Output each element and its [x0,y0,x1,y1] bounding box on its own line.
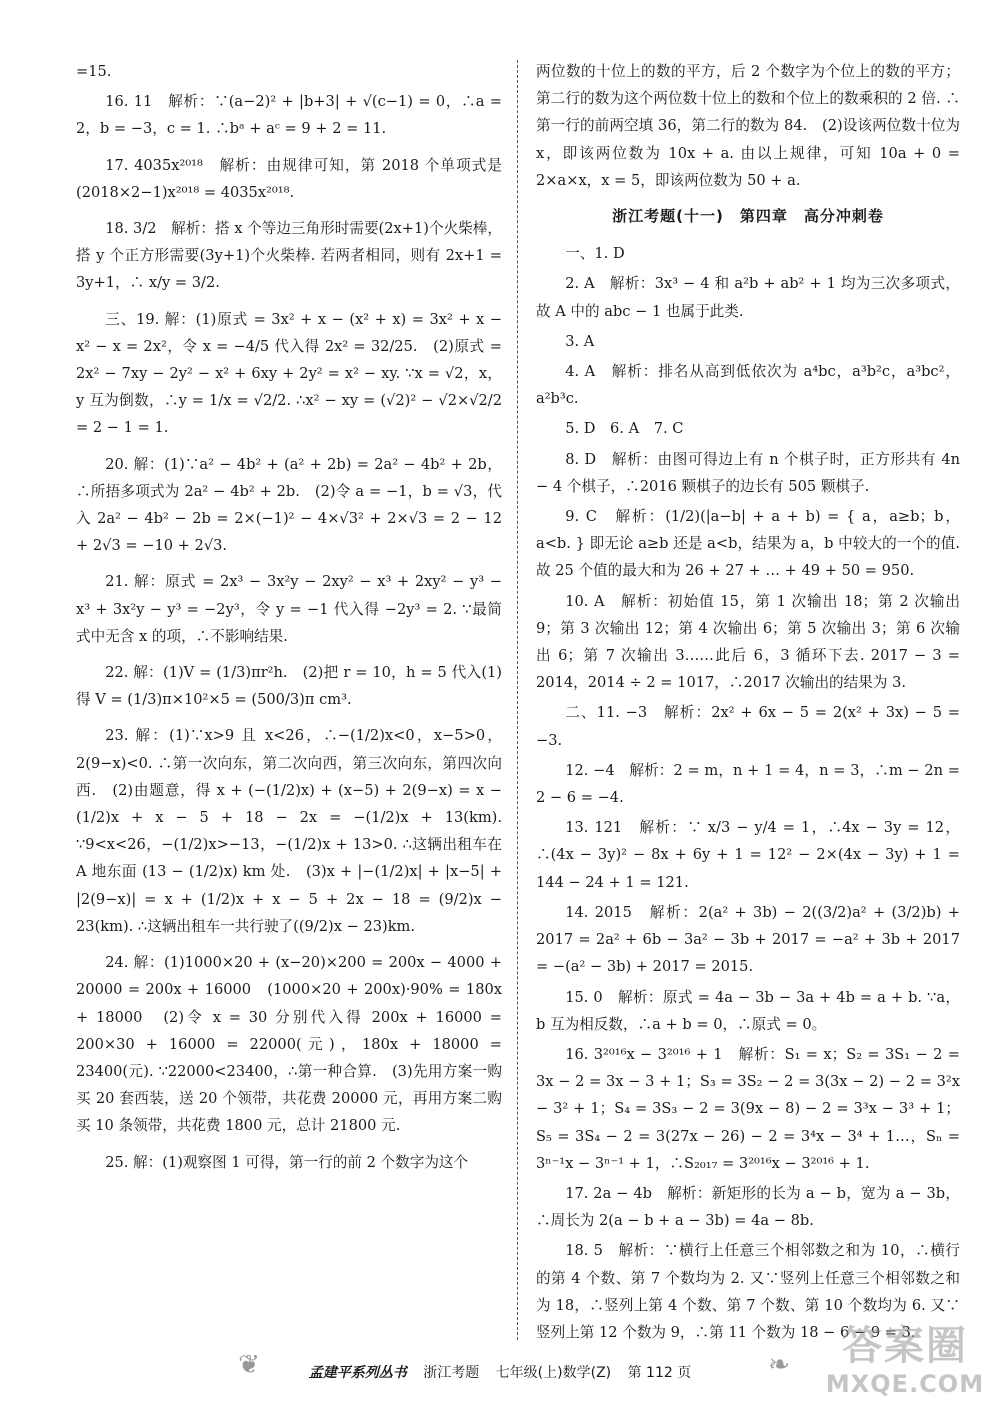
column-divider [517,60,518,1340]
answer-17: 17. 4035x²⁰¹⁸ 解析：由规律可知，第 2018 个单项式是 (2018×2−1)x²⁰¹⁸ = 4035x²⁰¹⁸. [76,156,502,201]
answer-3: 3. A [565,332,595,350]
answer-17-right: 17. 2a − 4b 解析：新矩形的长为 a − b，宽为 a − 3b，∴周长为 2(a − b + a − 3b) = 4a − 8b. [536,1184,960,1230]
answer-18: 18. 3/2 解析：搭 x 个等边三角形时需要(2x+1)个火柴棒，搭 y 个正方形需要(3y+1)个火柴棒. 若两者相同，则有 2x+1 = 3y+1，∴ x/y = 3/2. [76,220,502,292]
watermark-bottom: MXQE.COM [825,1370,985,1398]
answer-9: 9. C 解析：(1/2)(|a−b| + a + b) = { a，a≥b；b，a<b. } 即无论 a≥b 还是 a<b，结果为 a，b 中较大的一个的值. 故 25 个值的最大和为 26 + 27 + … + 49 + 50 = 950. [536,508,960,580]
footer-page-number: 第 112 页 [627,1365,692,1381]
watermark-top: 答案圈 [842,1323,968,1369]
answer-1: 一、1. D [565,245,625,263]
answer-24: 24. 解：(1)1000×20 + (x−20)×200 = 200x − 4000 + 20000 = 200x + 16000 (1000×20 + 200x)·90% = 180x + 18000 (2)令 x = 30 分别代入得 200x + 16000 = 200×30 + 16000 = 22000(元)，180x + 18000 = 23400(元). ∵22000<23400，∴第一种合算. (3)先用方案一购买 20 套西装，送 20 个领带，共花费 20000 元，再用方案二购买 10 条领带，共花费 1800 元，总计 21800 元. [76,954,502,1135]
answer-14: 14. 2015 解析：2(a² + 3b) − 2((3/2)a² + (3/2)b) + 2017 = 2a² + 6b − 3a² − 3b + 2017 = −a² + 3b + 2017 = −(a² − 3b) + 2017 = 2015. [536,903,960,976]
footer-series: 孟建平系列丛书 [308,1365,407,1381]
answer-10: 10. A 解析：初始值 15，第 1 次输出 18；第 2 次输出 9；第 3 次输出 12；第 4 次输出 6；第 5 次输出 3；第 6 次输出 6；第 7 次输出 3……此后 6，3 循环下去. 2017 − 3 = 2014，2014 ÷ 2 = 1017，∴2017 次输出的结果为 3. [536,592,960,692]
answer-20: 20. 解：(1)∵a² − 4b² + (a² + 2b) = 2a² − 4b² + 2b，∴所捂多项式为 2a² − 4b² + 2b. (2)令 a = −1，b = √3，代入 2a² − 4b² − 2b = 2×(−1)² − 4×√3² + 2×√3 = 2 − 12 + 2√3 = −10 + 2√3. [76,455,502,555]
answer-22: 22. 解：(1)V = (1/3)πr²h. (2)把 r = 10，h = 5 代入(1)得 V = (1/3)π×10²×5 = (500/3)π cm³. [76,664,502,709]
answer-4: 4. A 解析：排名从高到低依次为 a⁴bc，a³b²c，a³bc²，a²b³c. [536,363,960,408]
footer-grade: 七年级(上)数学(Z) [495,1365,612,1381]
leaf-ornament-icon: ❦ [238,1350,260,1380]
left-column [76,58,502,1185]
answer-21: 21. 解：原式 = 2x³ − 3x²y − 2xy² − x³ + 2xy² − y³ − x³ + 3x²y − y³ = −2y³，令 y = −1 代入得 −2y³ = 2. ∵最简式中无含 x 的项，∴不影响结果. [76,573,502,645]
answer-continuation: =15. [76,63,112,80]
answer-15: 15. 0 解析：原式 = 4a − 3b − 3a + 4b = a + b. ∵a，b 互为相反数，∴a + b = 0，∴原式 = 0。 [536,988,960,1033]
answer-25: 25. 解：(1)观察图 1 可得，第一行的前 2 个数字为这个 [105,1153,469,1171]
watermark [816,1322,994,1406]
answer-23: 23. 解：(1)∵x>9 且 x<26，∴−(1/2)x<0，x−5>0，2(9−x)<0. ∴第一次向东，第二次向西，第三次向东，第四次向西. (2)由题意，得 x + (−(1/2)x) + (x−5) + 2(9−x) = x − (1/2)x + x − 5 + 18 − 2x = −(1/2)x + 13(km). ∵9<x<26，−(1/2)x>−13，−(1/2)x + 13>0. ∴这辆出租车在 A 地东面 (13 − (1/2)x) km 处. (3)x + |−(1/2)x| + |x−5| + |2(9−x)| = x + (1/2)x + x − 5 + 2x − 18 = (9/2)x − 23(km). ∴这辆出租车一共行驶了((9/2)x − 23)km. [76,727,502,935]
answer-18-right: 18. 5 解析：∵横行上任意三个相邻数之和为 10，∴横行的第 4 个数、第 7 个数均为 2. 又∵竖列上任意三个相邻数之和为 18，∴竖列上第 4 个数、第 7 个数、第 10 个数均为 6. 又∵竖列上第 12 个数为 9，∴第 11 个数为 18 − 6 − 9 = 3. [536,1242,960,1341]
answer-5-7: 5. D 6. A 7. C [565,420,684,438]
section-title: 浙江考题(十一) 第四章 高分冲刺卷 [612,207,884,226]
answer-19: 三、19. 解：(1)原式 = 3x² + x − (x² + x) = 3x² + x − x² − x = 2x²，令 x = −4/5 代入得 2x² = 32/25. (2)原式 = 2x² − 7xy − 2y² − x² + 6xy + 2y² = x² − xy. ∵x = √2，x，y 互为倒数，∴y = 1/x = √2/2. ∴x² − xy = (√2)² − √2×√2/2 = 2 − 1 = 1. [76,310,502,437]
answer-25-continued: 两位数的十位上的数的平方，后 2 个数字为个位上的数的平方；第二行的数为这个两位数十位上的数和个位上的数乘积的 2 倍. ∴第一行的前两空填 36，第二行的数为 84. (2)设该两位数十位为 x，即该两位数为 10x + a. 由以上规律，可知 10a + 0 = 2×a×x，x = 5，即该两位数为 50 + a. [536,63,960,189]
answer-13: 13. 121 解析：∵ x/3 − y/4 = 1，∴4x − 3y = 12，∴(4x − 3y)² − 8x + 6y + 1 = 12² − 2×(4x − 3y) + 1 = 144 − 24 + 1 = 121. [536,819,960,891]
footer-book: 浙江考题 [423,1365,480,1381]
leaf-ornament-icon: ❧ [768,1350,790,1380]
answer-12: 12. −4 解析：2 = m，n + 1 = 4，n = 3，∴m − 2n = 2 − 6 = −4. [536,761,960,807]
answer-16: 16. 11 解析：∵(a−2)² + |b+3| + √(c−1) = 0，∴a = 2，b = −3，c = 1. ∴bᵃ + aᶜ = 9 + 2 = 11. [76,93,502,138]
answer-16-right: 16. 3²⁰¹⁶x − 3²⁰¹⁶ + 1 解析：S₁ = x；S₂ = 3S₁ − 2 = 3x − 2 = 3x − 3 + 1；S₃ = 3S₂ − 2 = 3(3x − 2) − 2 = 3²x − 3² + 1；S₄ = 3S₃ − 2 = 3(9x − 8) − 2 = 3³x − 3³ + 1；S₅ = 3S₄ − 2 = 3(27x − 26) − 2 = 3⁴x − 3⁴ + 1…，Sₙ = 3ⁿ⁻¹x − 3ⁿ⁻¹ + 1，∴S₂₀₁₇ = 3²⁰¹⁶x − 3²⁰¹⁶ + 1. [536,1045,960,1172]
answer-2: 2. A 解析：3x³ − 4 和 a²b + ab² + 1 均为三次多项式，故 A 中的 abc − 1 也属于此类. [536,275,960,320]
right-column [536,58,960,1349]
answer-11: 二、11. −3 解析：2x² + 6x − 5 = 2(x² + 3x) − 5 = −3. [536,704,960,749]
answer-8: 8. D 解析：由图可得边上有 n 个棋子时，正方形共有 4n − 4 个棋子，∴2016 颗棋子的边长有 505 颗棋子. [536,450,960,495]
